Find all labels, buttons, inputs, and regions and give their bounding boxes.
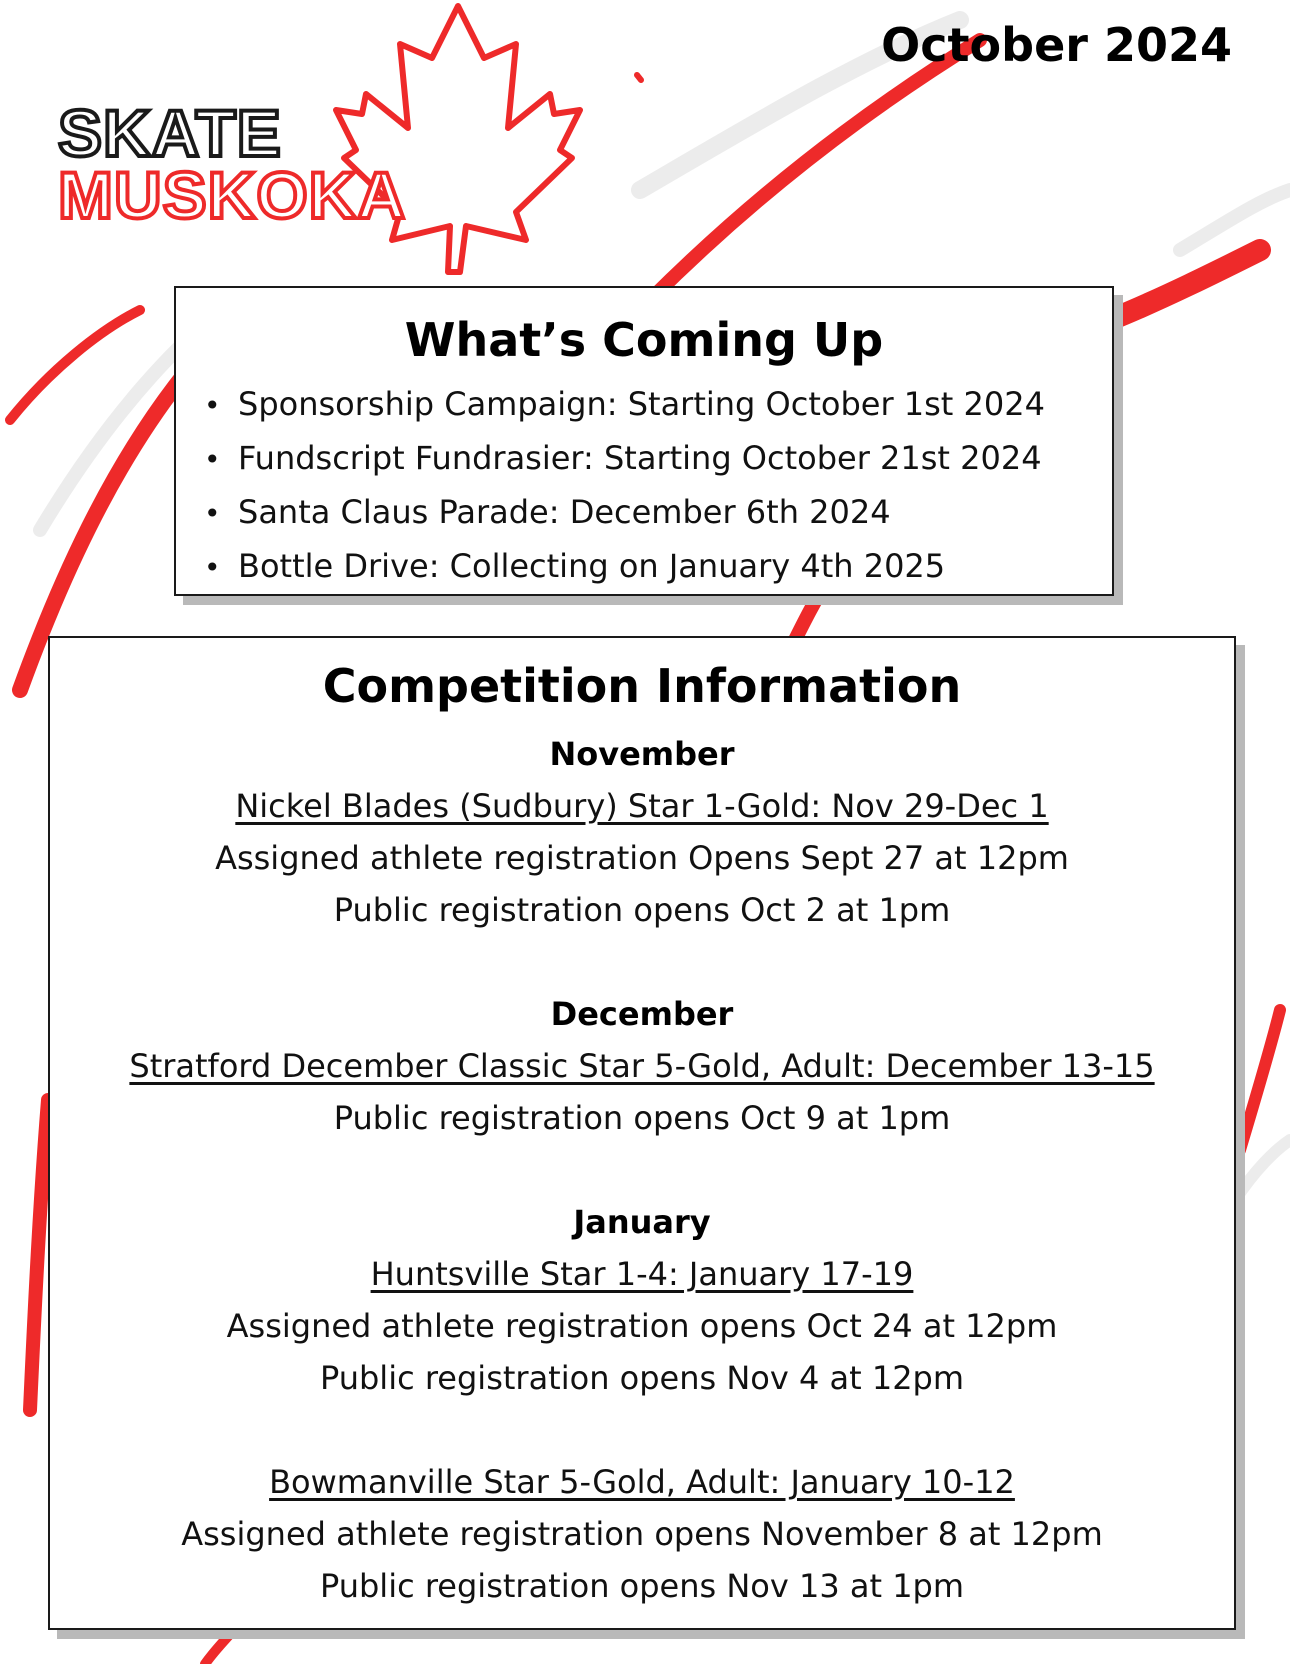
bullet-icon: • (204, 443, 221, 476)
logo-muskoka-text: MUSKOKA (58, 158, 406, 232)
bullet-icon: • (204, 551, 221, 584)
issue-date: October 2024 (881, 18, 1232, 72)
list-item-text: Fundscript Fundrasier: Starting October 21st 2024 (238, 439, 1042, 477)
list-item (204, 486, 1112, 540)
registration-detail: Public registration opens Oct 2 at 1pm (333, 891, 951, 929)
spacer (50, 1144, 1234, 1196)
registration-detail: Assigned athlete registration opens Oct 24 at 12pm (226, 1307, 1058, 1345)
upcoming-events-box (174, 286, 1114, 596)
competition-event-link[interactable]: Nickel Blades (Sudbury) Star 1-Gold: Nov 29-Dec 1 (235, 787, 1049, 825)
registration-detail: Public registration opens Nov 4 at 12pm (319, 1359, 965, 1397)
spacer (50, 936, 1234, 988)
competition-event-link[interactable]: Bowmanville Star 5-Gold, Adult: January 10-12 (269, 1463, 1015, 1501)
upcoming-list (176, 378, 1112, 594)
list-item-text: Santa Claus Parade: December 6th 2024 (238, 493, 891, 531)
month-heading-december: December (550, 995, 734, 1033)
red-swoosh (30, 1100, 48, 1410)
red-swoosh (650, 40, 980, 300)
bullet-icon: • (204, 497, 221, 530)
month-heading-january: January (573, 1203, 711, 1241)
list-item (204, 378, 1112, 432)
list-item-text: Sponsorship Campaign: Starting October 1st 2024 (238, 385, 1045, 423)
red-swoosh (1110, 250, 1260, 320)
competition-title: Competition Information (322, 659, 962, 713)
spacer (50, 1404, 1234, 1456)
registration-detail: Assigned athlete registration Opens Sept 27 at 12pm (215, 839, 1069, 877)
competition-info-box (48, 636, 1236, 1630)
bullet-icon: • (204, 389, 221, 422)
gray-swoosh (1180, 190, 1290, 250)
competition-event-link[interactable]: Huntsville Star 1-4: January 17-19 (370, 1255, 914, 1293)
registration-detail: Assigned athlete registration opens November 8 at 12pm (181, 1515, 1103, 1553)
registration-detail: Public registration opens Nov 13 at 1pm (319, 1567, 965, 1605)
red-swoosh (1240, 1010, 1280, 1150)
registration-detail: Public registration opens Oct 9 at 1pm (333, 1099, 951, 1137)
skate-muskoka-logo (0, 0, 640, 300)
competition-body (50, 728, 1234, 1612)
list-item-text: Bottle Drive: Collecting on January 4th 2025 (238, 547, 946, 585)
upcoming-title: What’s Coming Up (404, 313, 884, 367)
logo-skate-text: SKATE (58, 96, 282, 170)
list-item (204, 432, 1112, 486)
competition-event-link[interactable]: Stratford December Classic Star 5-Gold, Adult: December 13-15 (129, 1047, 1155, 1085)
month-heading-november: November (549, 735, 735, 773)
list-item (204, 540, 1112, 594)
red-swoosh (205, 1632, 232, 1664)
